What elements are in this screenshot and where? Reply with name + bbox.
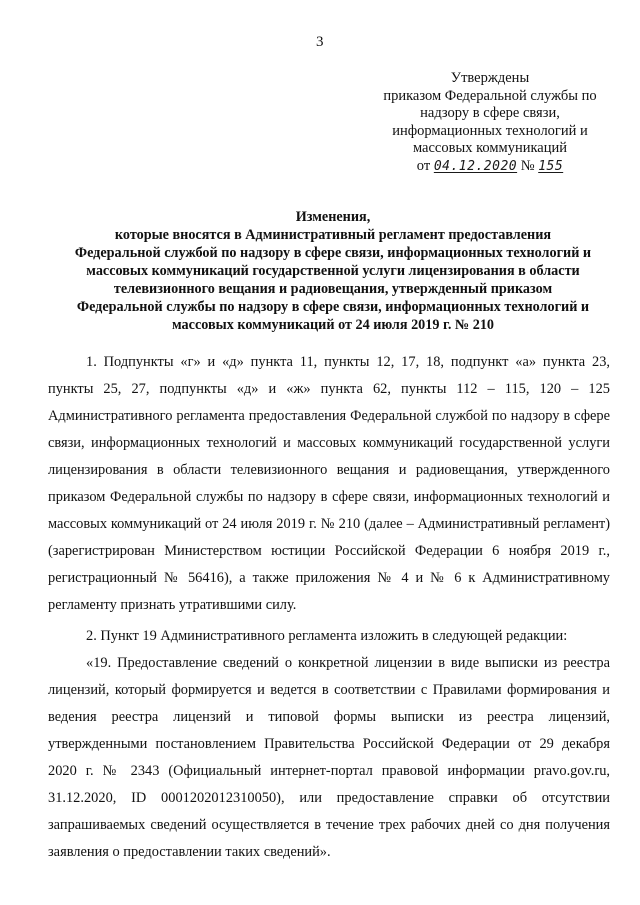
approval-line-4: информационных технологий и (392, 122, 588, 139)
title-line-4: телевизионного вещания и радиовещания, утвержденный приказом (113, 281, 553, 297)
title-line-5: Федеральной службы по надзору в сфере связи, информационных технологий и (76, 299, 590, 315)
approval-line-3: надзору в сфере связи, (420, 105, 560, 122)
title-line-1: которые вносятся в Административный регламент предоставления (114, 227, 552, 243)
approval-line-1: Утверждены (450, 70, 530, 86)
title-line-2: Федеральной службой по надзору в сфере связи, информационных технологий и (74, 245, 592, 261)
body-paragraph-3: «19. Предоставление сведений о конкретной лицензии в виде выписки из реестра лицензий, который формируется и ведется в соответствии с Правилами формирования и ведения реестра лицензий и типовой формы выписки из реестра лицензий, утвержденными постановлением Правительства Российской Федерации от 29 декабря 2020 г. № 2343 (Официальный интернет-портал правовой информации pravo.gov.ru, 31.12.2020, ID 0001202012310050), или предоставление справки об отсутствии запрашиваемых сведений осуществляется в течение трех рабочих дней со дня получения заявления о предоставлении таких сведений». (48, 655, 610, 860)
title-head: Изменения, (295, 209, 371, 225)
handwritten-date: 04.12.2020 (433, 158, 518, 174)
title-line-6: массовых коммуникаций от 24 июля 2019 г. № 210 (171, 317, 495, 333)
document-body (48, 349, 610, 866)
approval-line-5: массовых коммуникаций (412, 140, 568, 157)
body-paragraph-2: 2. Пункт 19 Административного регламента изложить в следующей редакции: (86, 628, 568, 644)
date-prefix: от (416, 157, 431, 174)
title-line-3: массовых коммуникаций государственной услуги лицензирования в области (86, 263, 580, 279)
document-title (48, 208, 618, 334)
body-paragraph-1: 1. Подпункты «г» и «д» пункта 11, пункты 12, 17, 18, подпункт «а» пункта 23, пункты 25, 27, подпункты «д» и «ж» пункта 62, пункты 112 – 115, 120 – 125 Административного регламента предоставления Федеральной службой по надзору в сфере связи, информационных технологий и массовых коммуникаций государственной услуги лицензирования в области телевизионного вещания и радиовещания, утвержденного приказом Федеральной службы по надзору в сфере связи, информационных технологий и массовых коммуникаций от 24 июля 2019 г. № 210 (далее – Административный регламент) (зарегистрирован Министерством юстиции Российской Федерации 6 ноября 2019 г., регистрационный № 56416), а также приложения № 4 и № 6 к Административному регламенту признать утратившими силу. (48, 354, 610, 613)
approval-line-2: приказом Федеральной службы по (383, 87, 597, 104)
number-sign: № (520, 157, 535, 174)
page-number: 3 (316, 34, 324, 50)
approval-date-line (360, 158, 620, 176)
handwritten-number: 155 (538, 158, 564, 174)
approval-stamp (360, 70, 620, 176)
